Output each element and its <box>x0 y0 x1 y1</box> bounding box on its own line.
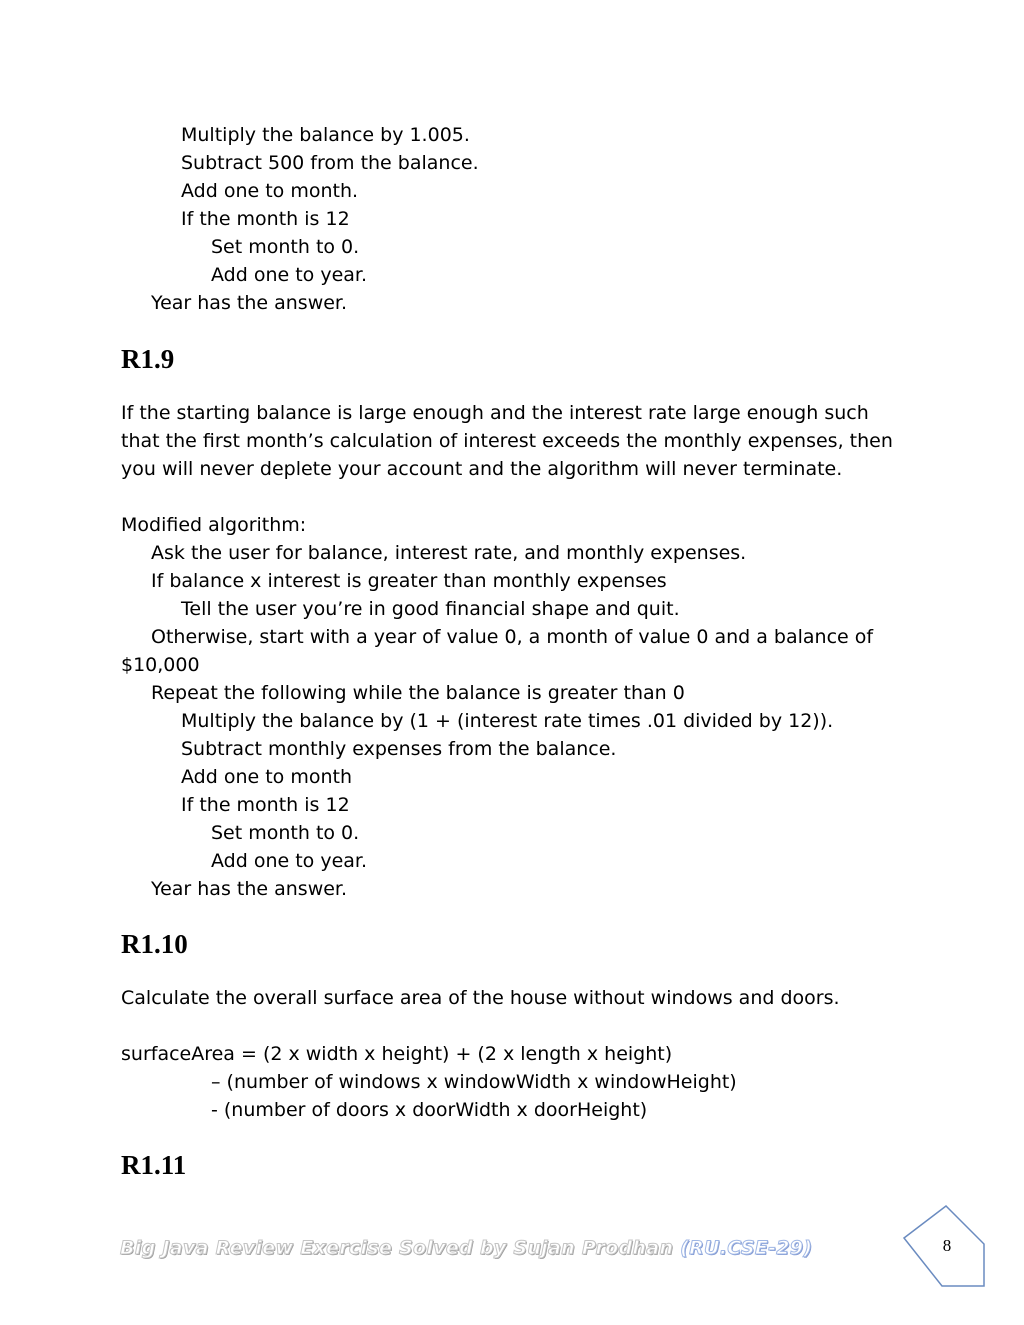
footer-text <box>120 1237 812 1259</box>
algorithm-line: If the month is 12 <box>181 794 350 816</box>
algorithm-line: $10,000 <box>121 654 200 676</box>
section-heading-r1-9: R1.9 <box>121 344 175 374</box>
section-heading-r1-10: R1.10 <box>121 929 188 959</box>
section-heading-r1-11: R1.11 <box>121 1150 187 1180</box>
pseudo-line: Set month to 0. <box>211 236 360 258</box>
paragraph-line: you will never deplete your account and the algorithm will never terminate. <box>121 458 843 480</box>
algorithm-line: Otherwise, start with a year of value 0, a month of value 0 and a balance of <box>151 626 874 648</box>
algorithm-label: Modified algorithm: <box>121 514 307 536</box>
algorithm-line: Ask the user for balance, interest rate, and monthly expenses. <box>151 542 747 564</box>
pseudo-line: Add one to year. <box>211 264 368 286</box>
algorithm-line: Set month to 0. <box>211 822 360 844</box>
paragraph-line: If the starting balance is large enough and the interest rate large enough such <box>121 402 869 424</box>
algorithm-line: Add one to month <box>181 766 352 788</box>
paragraph-line: Calculate the overall surface area of the house without windows and doors. <box>121 987 840 1009</box>
algorithm-line: Add one to year. <box>211 850 368 872</box>
algorithm-line: Subtract monthly expenses from the balance. <box>181 738 617 760</box>
pseudo-line: If the month is 12 <box>181 208 350 230</box>
algorithm-line: Year has the answer. <box>151 878 348 900</box>
algorithm-line: Tell the user you’re in good financial shape and quit. <box>181 598 680 620</box>
formula-line: surfaceArea = (2 x width x height) + (2 x length x height) <box>121 1043 673 1065</box>
algorithm-line: Repeat the following while the balance is greater than 0 <box>151 682 685 704</box>
page-number: 8 <box>942 1236 952 1255</box>
formula-line: - (number of doors x doorWidth x doorHeight) <box>211 1099 648 1121</box>
algorithm-line: Multiply the balance by (1 + (interest rate times .01 divided by 12)). <box>181 710 834 732</box>
pseudo-line: Year has the answer. <box>151 292 348 314</box>
paragraph-line: that the first month’s calculation of interest exceeds the monthly expenses, then <box>121 430 893 452</box>
footer-title: Big Java Review Exercise Solved by Sujan Prodhan <box>120 1237 674 1259</box>
pseudo-line: Subtract 500 from the balance. <box>181 152 479 174</box>
algorithm-line: If balance x interest is greater than monthly expenses <box>151 570 667 592</box>
footer-paren: (RU.CSE-29) <box>680 1237 813 1259</box>
formula-line: – (number of windows x windowWidth x windowHeight) <box>211 1071 737 1093</box>
pseudo-line: Add one to month. <box>181 180 359 202</box>
pseudo-line: Multiply the balance by 1.005. <box>181 124 470 146</box>
